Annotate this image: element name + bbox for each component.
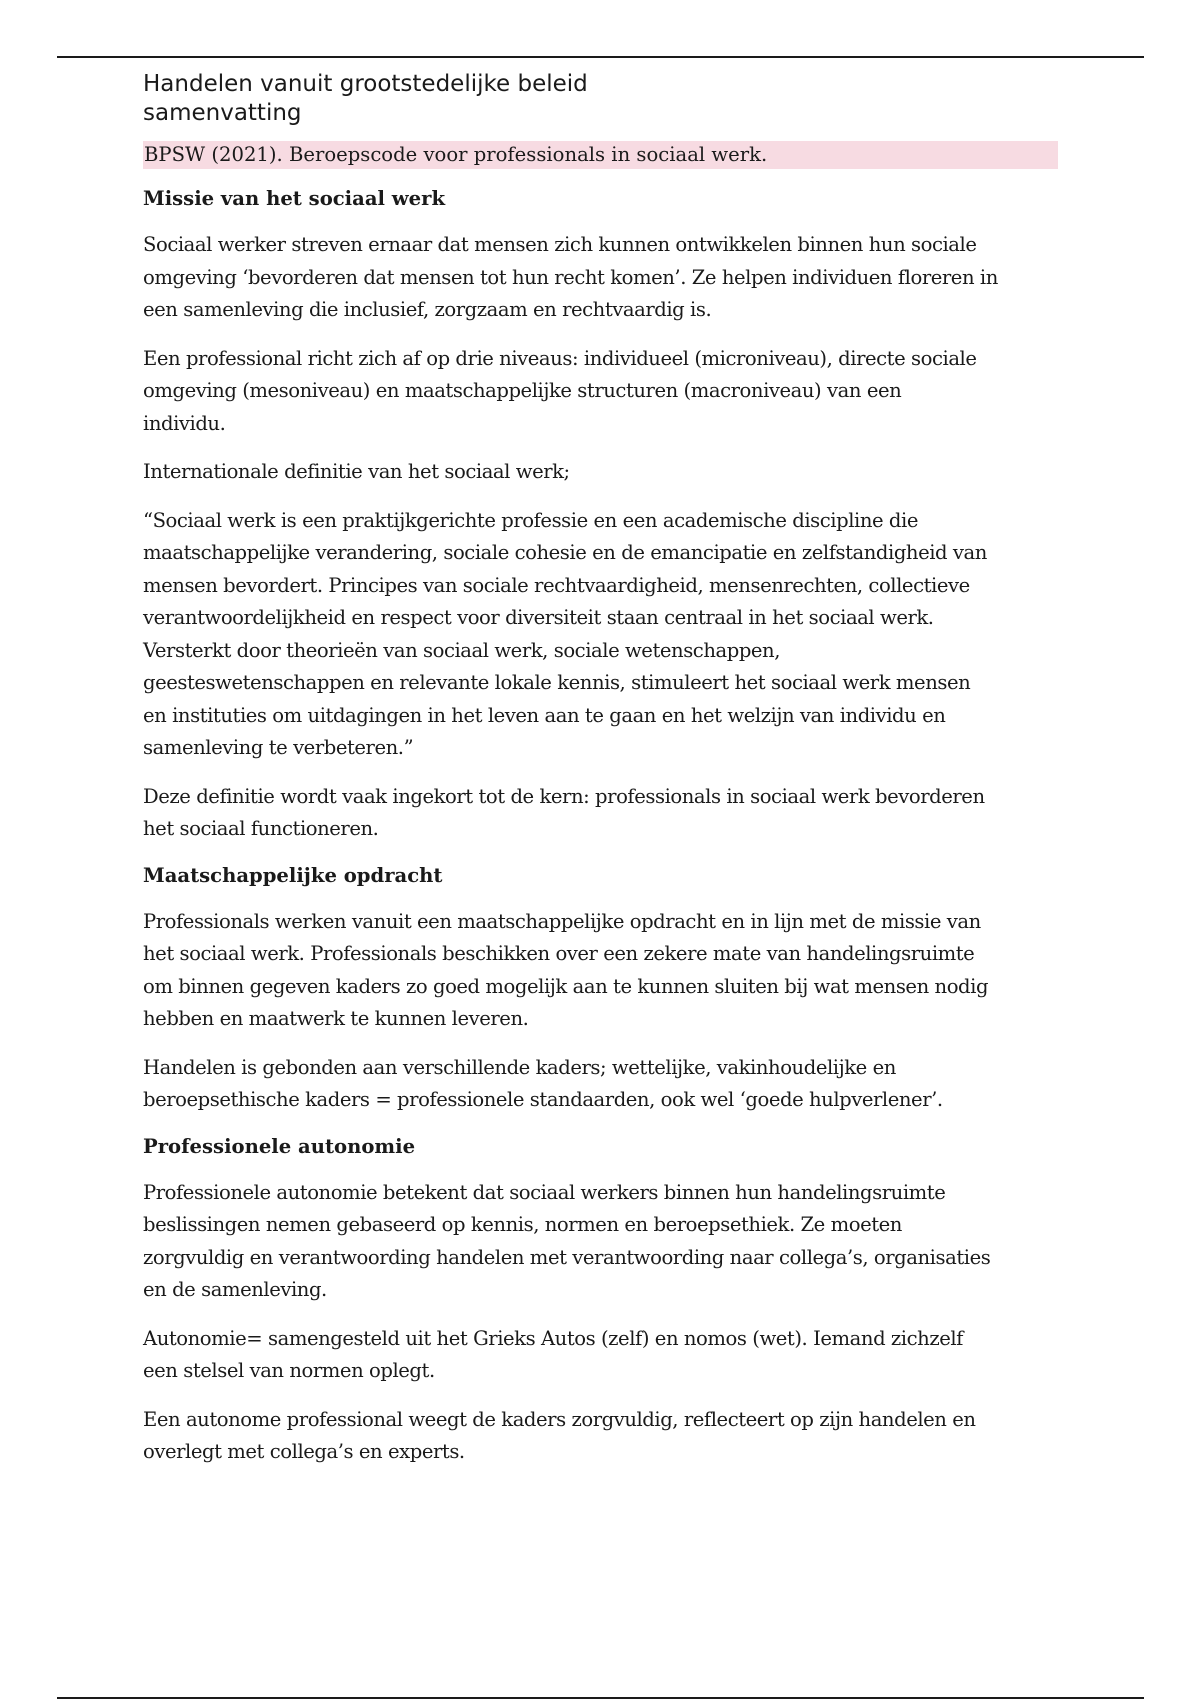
document-subtitle-line: samenvatting: [143, 100, 302, 126]
paragraph: [143, 781, 1058, 846]
paragraph-line: Handelen is gebonden aan verschillende kaders; wettelijke, vakinhoudelijke en: [143, 1055, 896, 1079]
paragraph: [143, 1177, 1058, 1307]
document-title: [143, 70, 1058, 128]
paragraph-line: Autonomie= samengesteld uit het Grieks Autos (zelf) en nomos (wet). Iemand zichzelf: [143, 1326, 963, 1350]
paragraph-line: en de samenleving.: [143, 1278, 327, 1301]
source-citation: BPSW (2021). Beroepscode voor professionals in sociaal werk.: [143, 141, 1058, 169]
paragraph-line: Sociaal werker streven ernaar dat mensen zich kunnen ontwikkelen binnen hun sociale: [143, 233, 977, 256]
paragraph-line: omgeving (mesoniveau) en maatschappelijke structuren (macroniveau) van een: [143, 379, 902, 402]
paragraph-line: Professionals werken vanuit een maatschappelijke opdracht en in lijn met de missie van: [143, 909, 981, 933]
paragraph-line: geesteswetenschappen en relevante lokale kennis, stimuleert het sociaal werk mensen: [143, 671, 971, 694]
paragraph-line: beslissingen nemen gebaseerd op kennis, normen en beroepsethiek. Ze moeten: [143, 1213, 902, 1236]
section-heading: Maatschappelijke opdracht: [143, 863, 443, 887]
paragraph: [143, 343, 1058, 441]
paragraph-line: overlegt met collega’s en experts.: [143, 1440, 465, 1463]
paragraph: [143, 229, 1058, 327]
footer-rule: [57, 1697, 1144, 1699]
header-rule: [57, 56, 1144, 58]
paragraph-line: beroepsethische kaders = professionele standaarden, ook wel ‘goede hulpverlener’.: [143, 1088, 943, 1111]
section-heading: Professionele autonomie: [143, 1134, 416, 1158]
paragraph-line: en instituties om uitdagingen in het leven aan te gaan en het welzijn van individu en: [143, 703, 946, 727]
paragraph: [143, 906, 1058, 1036]
paragraph-line: maatschappelijke verandering, sociale cohesie en de emancipatie en zelfstandigheid van: [143, 541, 987, 564]
paragraph: [143, 505, 1058, 765]
paragraph-line: “Sociaal werk is een praktijkgerichte professie en een academische discipline die: [143, 508, 918, 532]
section-heading: Missie van het sociaal werk: [143, 187, 446, 210]
document-title-line: Handelen vanuit grootstedelijke beleid: [143, 71, 588, 97]
paragraph-line: Een professional richt zich af op drie niveaus: individueel (microniveau), directe sociale: [143, 346, 977, 370]
paragraph-line: het sociaal werk. Professionals beschikken over een zekere mate van handelingsruimte: [143, 942, 975, 965]
paragraph-line: een samenleving die inclusief, zorgzaam en rechtvaardig is.: [143, 298, 712, 321]
paragraph: [143, 1404, 1058, 1469]
paragraph-line: mensen bevordert. Principes van sociale rechtvaardigheid, mensenrechten, collectieve: [143, 573, 970, 597]
paragraph-line: individu.: [143, 411, 226, 435]
paragraph-line: Internationale definitie van het sociaal werk;: [143, 460, 570, 483]
paragraph-line: zorgvuldig en verantwoording handelen met verantwoording naar collega’s, organisaties: [143, 1245, 991, 1269]
paragraph-line: een stelsel van normen oplegt.: [143, 1359, 435, 1382]
document-page: [143, 66, 1058, 1485]
paragraph-line: verantwoordelijkheid en respect voor diversiteit staan centraal in het sociaal werk.: [143, 606, 934, 629]
document-body: [143, 185, 1058, 1469]
paragraph-line: Versterkt door theorieën van sociaal werk, sociale wetenschappen,: [143, 638, 781, 662]
paragraph-line: Deze definitie wordt vaak ingekort tot de kern: professionals in sociaal werk bevorderen: [143, 784, 985, 808]
paragraph: [143, 1323, 1058, 1388]
paragraph-line: samenleving te verbeteren.”: [143, 736, 414, 759]
paragraph-line: het sociaal functioneren.: [143, 817, 379, 840]
paragraph-line: omgeving ‘bevorderen dat mensen tot hun recht komen’. Ze helpen individuen floreren in: [143, 265, 998, 289]
paragraph-line: om binnen gegeven kaders zo goed mogelijk aan te kunnen sluiten bij wat mensen nodig: [143, 974, 989, 998]
paragraph: [143, 1052, 1058, 1117]
paragraph: [143, 456, 1058, 489]
paragraph-line: Een autonome professional weegt de kaders zorgvuldig, reflecteert op zijn handelen en: [143, 1407, 976, 1431]
paragraph-line: hebben en maatwerk te kunnen leveren.: [143, 1007, 529, 1030]
paragraph-line: Professionele autonomie betekent dat sociaal werkers binnen hun handelingsruimte: [143, 1180, 946, 1204]
